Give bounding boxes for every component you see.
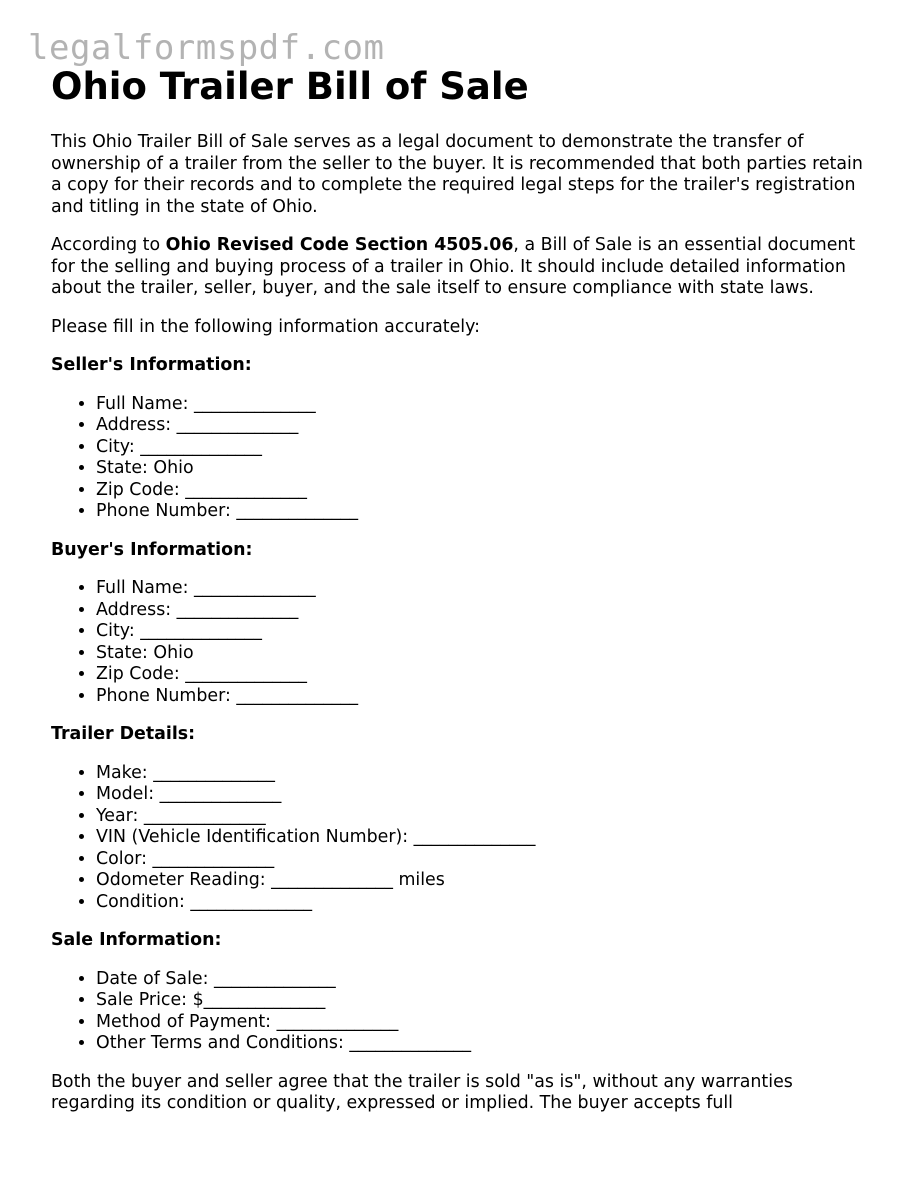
buyer-address: • Address: ______________ [96, 600, 871, 622]
code-paragraph [51, 235, 871, 300]
code-reference: Ohio Revised Code Section 4505.06 [165, 235, 514, 255]
seller-zip-code: • Zip Code: ______________ [96, 480, 871, 502]
sale-list [51, 969, 871, 1055]
trailer-list [51, 763, 871, 914]
watermark: legalformspdf.com [28, 28, 385, 68]
trailer-year: • Year: ______________ [96, 806, 871, 828]
trailer-model: • Model: ______________ [96, 784, 871, 806]
buyer-state: • State: Ohio [96, 643, 871, 665]
seller-address: • Address: ______________ [96, 415, 871, 437]
seller-list [51, 394, 871, 523]
buyer-full-name: • Full Name: ______________ [96, 578, 871, 600]
seller-phone-number: • Phone Number: ______________ [96, 501, 871, 523]
seller-city: • City: ______________ [96, 437, 871, 459]
trailer-make: • Make: ______________ [96, 763, 871, 785]
buyer-list [51, 578, 871, 707]
sale-date: • Date of Sale: ______________ [96, 969, 871, 991]
sale-price: • Sale Price: $______________ [96, 990, 871, 1012]
trailer-condition: • Condition: ______________ [96, 892, 871, 914]
instruction-text: Please fill in the following information accurately: [51, 316, 481, 337]
page-title: Ohio Trailer Bill of Sale [51, 65, 529, 108]
buyer-zip-code: • Zip Code: ______________ [96, 664, 871, 686]
seller-heading: Seller's Information: [51, 355, 252, 375]
document-body [51, 64, 871, 1115]
closing-paragraph: Both the buyer and seller agree that the trailer is sold "as is", without any warranties regarding its condition or quality, expressed or implied. The buyer accepts full [51, 1071, 793, 1113]
trailer-heading: Trailer Details: [51, 724, 196, 744]
seller-state: • State: Ohio [96, 458, 871, 480]
trailer-vin: • VIN (Vehicle Identification Number): ______________ [96, 827, 871, 849]
trailer-color: • Color: ______________ [96, 849, 871, 871]
code-paragraph-after: , a Bill of Sale is an essential document for the selling and buying process of a trailer in Ohio. It should include detailed information about the trailer, seller, buyer, and the sale itself to ensure compliance with state laws. [51, 235, 856, 298]
sale-payment-method: • Method of Payment: ______________ [96, 1012, 871, 1034]
intro-paragraph: This Ohio Trailer Bill of Sale serves as a legal document to demonstrate the transfer of ownership of a trailer from the seller to the buyer. It is recommended that both parties retain a copy for their records and to complete the required legal steps for the trailer's registration and titling in the state of Ohio. [51, 132, 863, 217]
code-paragraph-before: According to [51, 235, 166, 255]
buyer-phone-number: • Phone Number: ______________ [96, 686, 871, 708]
buyer-heading: Buyer's Information: [51, 539, 253, 560]
sale-heading: Sale Information: [51, 930, 222, 950]
sale-other-terms: • Other Terms and Conditions: ______________ [96, 1033, 871, 1055]
trailer-odometer: • Odometer Reading: ______________ miles [96, 870, 871, 892]
buyer-city: • City: ______________ [96, 621, 871, 643]
seller-full-name: • Full Name: ______________ [96, 394, 871, 416]
